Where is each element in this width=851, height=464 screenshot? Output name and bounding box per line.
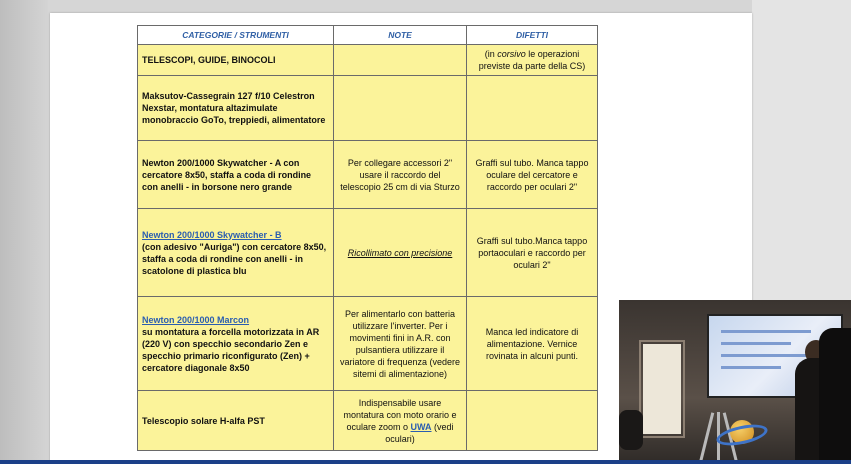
row-note: Per alimentarlo con batteria utilizzare l'inverter. Per i movimenti fini in A.R. con pulsantiera utilizzare il variatore di frequenza (vedere sitemi di alimentazione) <box>334 297 467 391</box>
row-note-link[interactable]: UWA <box>410 421 432 432</box>
table-row <box>138 391 598 451</box>
header-difetti: DIFETTI <box>467 26 598 45</box>
table-row <box>138 297 598 391</box>
row-difetti <box>467 391 598 451</box>
row-categoria-text: (con adesivo "Auriga") con cercatore 8x50, staffa a coda di rondine con anelli - in scatolone di plastica blu <box>142 241 327 276</box>
row-categoria: Maksutov-Cassegrain 127 f/10 Celestron Nexstar, montatura altazimulate monobraccio GoTo, treppiedi, alimentatore <box>138 76 334 141</box>
section-note <box>334 45 467 76</box>
row-note <box>334 209 467 297</box>
row-note-pre: Indispensabile usare montatura con moto orario e oculare zoom o <box>343 397 457 432</box>
row-difetti: Manca led indicatore di alimentazione. Vernice rovinata in alcuni punti. <box>467 297 598 391</box>
section-difetti-pre: (in <box>484 49 498 59</box>
row-note-italic: Ricollimato con precisione <box>347 247 453 258</box>
row-note <box>334 391 467 451</box>
row-categoria <box>138 209 334 297</box>
logo-ring-icon <box>715 421 770 449</box>
table-row <box>138 141 598 209</box>
header-note: NOTE <box>334 26 467 45</box>
row-categoria-link[interactable]: Newton 200/1000 Skywatcher - B <box>142 229 282 240</box>
section-difetti-italic: corsivo <box>497 49 526 59</box>
webcam-object <box>619 410 643 450</box>
table-header-row <box>138 26 598 45</box>
section-title: TELESCOPI, GUIDE, BINOCOLI <box>138 45 334 76</box>
row-categoria-text: su montatura a forcella motorizzata in AR (220 V) con specchio secondario Zen e specchio primario riconfigurato (Zen) + cercatore diagonale 8x50 <box>142 326 320 373</box>
section-difetti-post: le operazioni previste da parte della CS) <box>478 49 586 71</box>
section-difetti <box>467 45 598 76</box>
row-note-post: (vedi oculari) <box>385 421 454 444</box>
row-note: Per collegare accessori 2" usare il raccordo del telescopio 25 cm di via Sturzo <box>334 141 467 209</box>
row-difetti: Graffi sul tubo. Manca tappo oculare del cercatore e raccordo per oculari 2" <box>467 141 598 209</box>
webcam-door-frame <box>639 340 685 438</box>
webcam-foreground-person <box>819 328 851 464</box>
row-categoria <box>138 297 334 391</box>
row-categoria: Newton 200/1000 Skywatcher - A con cercatore 8x50, staffa a coda di rondine con anelli - in borsone nero grande <box>138 141 334 209</box>
table-row <box>138 209 598 297</box>
row-difetti: Graffi sul tubo.Manca tappo portaoculari e raccordo per oculari 2" <box>467 209 598 297</box>
row-note <box>334 76 467 141</box>
row-categoria: Telescopio solare H-alfa PST <box>138 391 334 451</box>
table-row <box>138 76 598 141</box>
header-categorie: CATEGORIE / STRUMENTI <box>138 26 334 45</box>
club-logo <box>712 418 772 458</box>
row-categoria-link[interactable]: Newton 200/1000 Marcon <box>142 314 250 325</box>
left-bezel <box>0 0 48 464</box>
taskbar-strip <box>0 460 851 464</box>
section-row <box>138 45 598 76</box>
right-margin <box>752 0 851 300</box>
row-difetti <box>467 76 598 141</box>
inventory-table <box>137 25 598 451</box>
